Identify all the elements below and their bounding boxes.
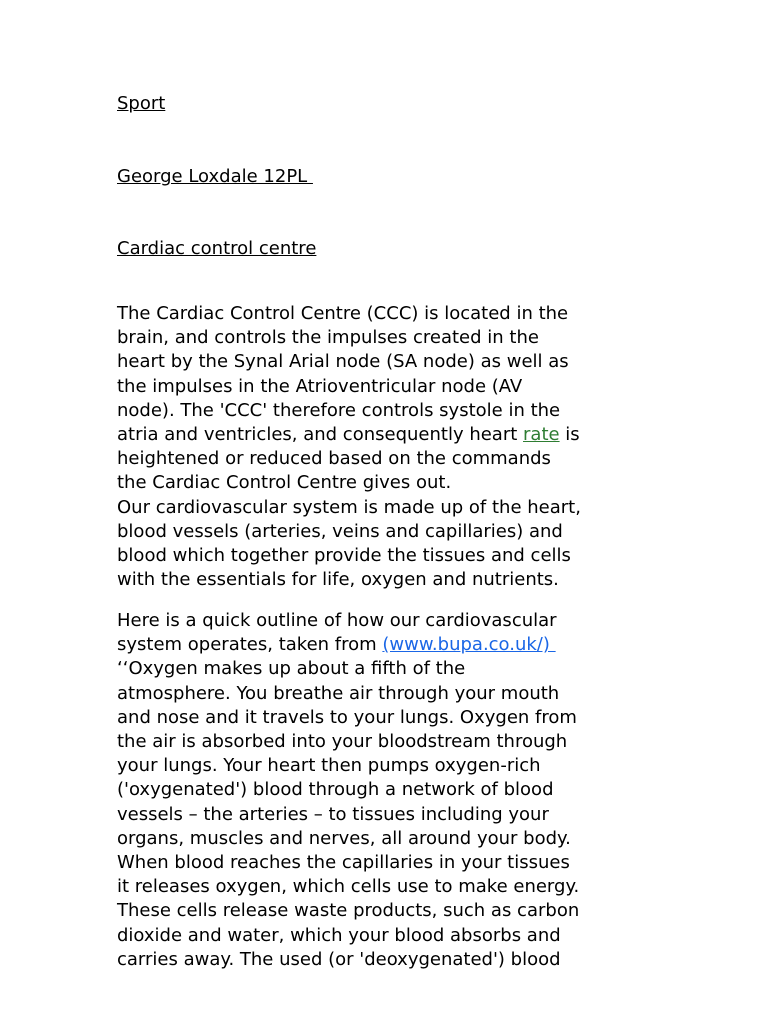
quote-line: carries away. The used (or 'deoxygenated') blood	[117, 948, 561, 970]
text-line: blood which together provide the tissues and cells	[117, 545, 571, 567]
paragraph-bupa-quote	[117, 609, 677, 972]
text-line: the Cardiac Control Centre gives out.	[117, 472, 452, 494]
quote-line: These cells release waste products, such as carbon	[117, 900, 580, 922]
quote-line: organs, muscles and nerves, all around your body.	[117, 827, 571, 849]
text-line-with-link	[117, 633, 677, 657]
text-line: Here is a quick outline of how our cardiovascular	[117, 610, 557, 631]
quote-line: When blood reaches the capillaries in your tissues	[117, 852, 570, 874]
text-line: blood vessels (arteries, veins and capillaries) and	[117, 520, 563, 542]
source-prefix: system operates, taken from	[117, 634, 383, 656]
quote-line: ('oxygenated') blood through a network of blood	[117, 779, 554, 801]
author-line: George Loxdale 12PL	[117, 166, 313, 187]
text-line: heightened or reduced based on the commands	[117, 448, 551, 470]
quote-line: dioxide and water, which your blood absorbs and	[117, 924, 561, 946]
subject-heading: Sport	[117, 93, 166, 114]
text-line: The Cardiac Control Centre (CCC) is located in the	[117, 303, 569, 324]
quote-line: the air is absorbed into your bloodstream through	[117, 731, 568, 753]
quote-line: your lungs. Your heart then pumps oxygen-rich	[117, 755, 541, 777]
text-line-with-link	[117, 423, 677, 447]
bupa-link[interactable]: (www.bupa.co.uk/)	[382, 634, 556, 656]
text-line: brain, and controls the impulses created in the	[117, 327, 539, 349]
paragraph-ccc	[117, 302, 677, 592]
quote-line: it releases oxygen, which cells use to make energy.	[117, 876, 580, 898]
text-line: heart by the Synal Arial node (SA node) as well as	[117, 351, 569, 373]
section-title: Cardiac control centre	[117, 238, 317, 259]
quote-line: ‘‘Oxygen makes up about a fifth of the	[117, 658, 466, 680]
quote-line: and nose and it travels to your lungs. Oxygen from	[117, 706, 577, 728]
text-line: node). The 'CCC' therefore controls systole in the	[117, 399, 561, 421]
quote-line: vessels – the arteries – to tissues including your	[117, 803, 549, 825]
text-line: with the essentials for life, oxygen and nutrients.	[117, 569, 559, 591]
quote-line: atmosphere. You breathe air through your mouth	[117, 682, 560, 704]
rate-link[interactable]: rate	[523, 424, 560, 446]
link-line-prefix: atria and ventricles, and consequently heart	[117, 424, 524, 446]
link-line-suffix: is	[559, 424, 580, 446]
text-line: Our cardiovascular system is made up of the heart,	[117, 496, 581, 518]
text-line: the impulses in the Atrioventricular node (AV	[117, 375, 523, 397]
